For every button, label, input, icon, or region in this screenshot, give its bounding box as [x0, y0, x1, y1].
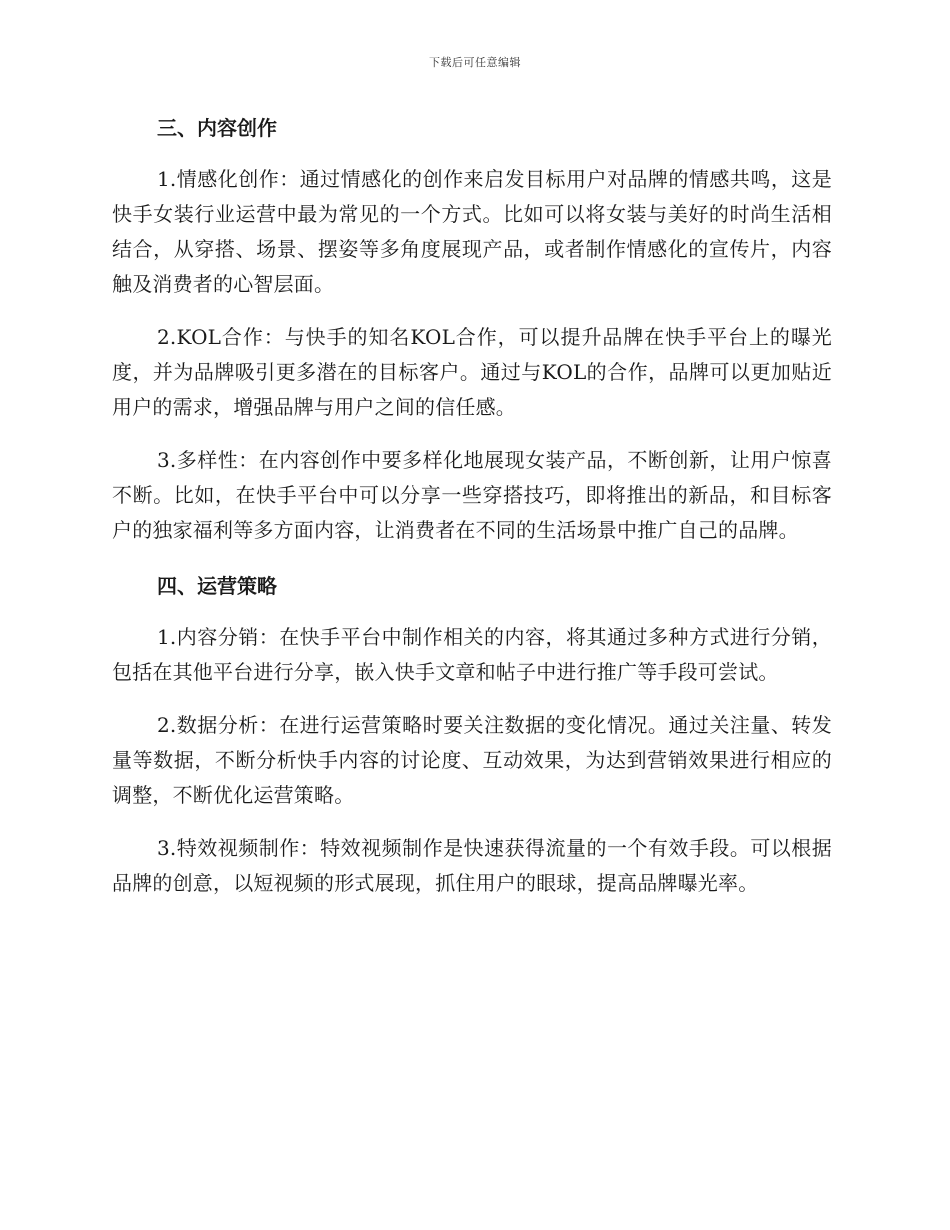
paragraph: 2.KOL合作：与快手的知名KOL合作，可以提升品牌在快手平台上的曝光度，并为品牌吸引更多潜在的目标客户。通过与KOL的合作，品牌可以更加贴近用户的需求，增强品牌与用户之间的信任感。 — [112, 325, 832, 419]
section-content-creation — [112, 108, 832, 548]
paragraph: 1.内容分销：在快手平台中制作相关的内容，将其通过多种方式进行分销，包括在其他平台进行分享，嵌入快手文章和帖子中进行推广等手段可尝试。 — [112, 625, 832, 684]
section-heading: 三、内容创作 — [157, 116, 277, 140]
paragraph: 3.多样性：在内容创作中要多样化地展现女装产品，不断创新，让用户惊喜不断。比如，在快手平台中可以分享一些穿搭技巧，即将推出的新品，和目标客户的独家福利等多方面内容，让消费者在不同的生活场景中推广自己的品牌。 — [112, 448, 832, 542]
section-heading: 四、运营策略 — [157, 574, 277, 598]
paragraph: 1.情感化创作：通过情感化的创作来启发目标用户对品牌的情感共鸣，这是快手女装行业运营中最为常见的一个方式。比如可以将女装与美好的时尚生活相结合，从穿搭、场景、摆姿等多角度展现产品，或者制作情感化的宣传片，内容触及消费者的心智层面。 — [112, 167, 832, 296]
section-operation-strategy — [112, 566, 832, 901]
page-header-note: 下载后可任意编辑 — [429, 56, 521, 69]
paragraph: 3.特效视频制作：特效视频制作是快速获得流量的一个有效手段。可以根据品牌的创意，以短视频的形式展现，抓住用户的眼球，提高品牌曝光率。 — [112, 836, 832, 895]
paragraph: 2.数据分析：在进行运营策略时要关注数据的变化情况。通过关注量、转发量等数据，不断分析快手内容的讨论度、互动效果，为达到营销效果进行相应的调整，不断优化运营策略。 — [112, 713, 832, 807]
document-body — [112, 108, 832, 919]
